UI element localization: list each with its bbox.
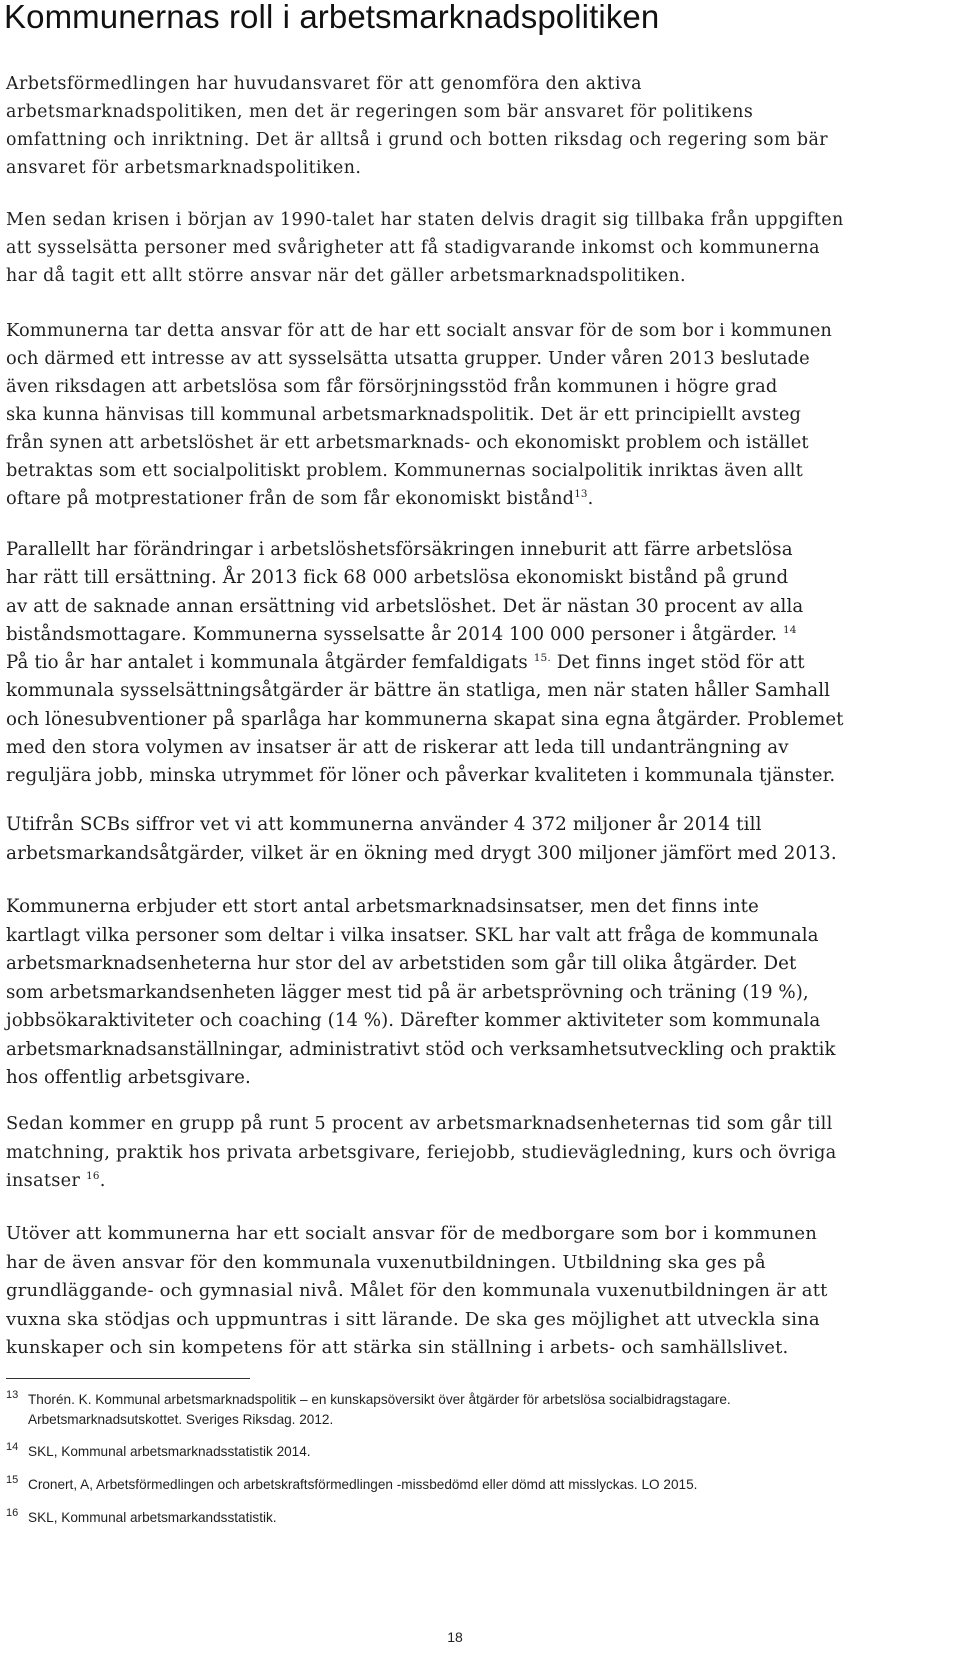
text-line: med den stora volymen av insatser är att de riskerar att leda till undanträngning av: [6, 737, 789, 759]
text-line: arbetsmarknadspolitiken, men det är regeringen som bär ansvaret för politikens: [6, 102, 754, 122]
paragraph-4: [6, 536, 958, 791]
text-line: av att de saknade annan ersättning vid arbetslöshet. Det är nästan 30 procent av alla: [6, 595, 804, 617]
text-line: [6, 1167, 958, 1196]
footnote-ref-15: 15.: [533, 652, 551, 665]
footnote-ref-13: 13: [574, 488, 588, 501]
footnote-14: [6, 1442, 956, 1462]
text-line: kommunala sysselsättningsåtgärder är bättre än statliga, men när staten håller Samhall: [6, 680, 831, 702]
text-line: och därmed ett intresse av att sysselsätta utsatta grupper. Under våren 2013 beslutade: [6, 348, 810, 369]
text-line: Utöver att kommunerna har ett socialt ansvar för de medborgare som bor i kommunen: [6, 1223, 818, 1244]
text-line: jobbsökaraktiviteter och coaching (14 %). Därefter kommer aktiviteter som kommunala: [6, 1010, 821, 1031]
text-line: vuxna ska stödjas och uppmuntras i sitt lärande. De ska ges möjlighet att utveckla sina: [6, 1308, 820, 1330]
text-line: [6, 621, 958, 649]
text-line: har rätt till ersättning. År 2013 fick 68 000 arbetslösa ekonomiskt bistånd på grund: [6, 567, 789, 589]
footnote-ref-16: 16: [86, 1170, 100, 1183]
text-line: Arbetsförmedlingen har huvudansvaret för att genomföra den aktiva: [6, 74, 642, 94]
text-line: har då tagit ett allt större ansvar när det gäller arbetsmarknadspolitiken.: [6, 266, 686, 286]
footnote-number: 16: [6, 1507, 19, 1519]
text-line: även riksdagen att arbetslösa som får försörjningsstöd från kommunen i högre grad: [6, 376, 778, 397]
sentence-end: .: [587, 488, 594, 509]
text-line-content: På tio år har antalet i kommunala åtgärder femfaldigats: [6, 652, 528, 674]
paragraph-8: [6, 1220, 958, 1363]
footnote-ref-14: 14: [782, 623, 797, 636]
text-line: reguljära jobb, minska utrymmet för löner och påverkar kvaliteten i kommunala tjänster.: [6, 765, 836, 787]
text-line-content: oftare på motprestationer från de som får ekonomiskt bistånd: [6, 488, 575, 509]
page-number: 18: [447, 1629, 463, 1645]
footnote-16: [6, 1508, 956, 1528]
paragraph-7: [6, 1110, 958, 1196]
paragraph-6: [6, 893, 958, 1093]
text-line: Sedan kommer en grupp på runt 5 procent av arbetsmarknadsenheternas tid som går till: [6, 1113, 833, 1134]
text-line: att sysselsätta personer med svårigheter att få stadigvarande inkomst och kommunerna: [6, 238, 820, 258]
text-line: Men sedan krisen i början av 1990-talet har staten delvis dragit sig tillbaka från uppgiften: [6, 210, 844, 230]
text-line-tail: Det finns inget stöd för att: [556, 652, 805, 674]
text-line: ansvaret för arbetsmarknadspolitiken.: [6, 158, 362, 178]
text-line-content: insatser: [6, 1170, 81, 1191]
footnote-divider: [6, 1378, 250, 1379]
paragraph-2: [6, 206, 958, 290]
footnote-line: SKL, Kommunal arbetsmarknadsstatistik 2014.: [28, 1444, 311, 1459]
text-line: har de även ansvar för den kommunala vuxenutbildningen. Utbildning ska ges på: [6, 1251, 766, 1273]
text-line: [6, 485, 958, 513]
text-line: Kommunerna erbjuder ett stort antal arbetsmarknadsinsatser, men det finns inte: [6, 896, 759, 917]
text-line: Utifrån SCBs siffror vet vi att kommunerna använder 4 372 miljoner år 2014 till: [6, 814, 762, 835]
text-line: kunskaper och sin kompetens för att stärka sin ställning i arbets- och samhällslivet.: [6, 1337, 789, 1358]
text-line: [6, 649, 958, 677]
text-line: hos offentlig arbetsgivare.: [6, 1067, 251, 1088]
footnote-15: [6, 1475, 956, 1495]
text-line: arbetsmarkandsåtgärder, vilket är en ökning med drygt 300 miljoner jämfört med 2013.: [6, 843, 837, 864]
text-line: matchning, praktik hos privata arbetsgivare, feriejobb, studievägledning, kurs och övriga: [6, 1141, 837, 1163]
footnote-number: 13: [6, 1389, 19, 1401]
text-line: omfattning och inriktning. Det är alltså i grund och botten riksdag och regering som bär: [6, 130, 829, 150]
text-line: Kommunerna tar detta ansvar för att de har ett socialt ansvar för de som bor i kommunen: [6, 320, 832, 341]
footnote-number: 14: [6, 1441, 19, 1453]
footnote-line: SKL, Kommunal arbetsmarkandsstatistik.: [28, 1510, 277, 1525]
page-title: Kommunernas roll i arbetsmarknadspolitiken: [4, 0, 660, 35]
footnotes: [6, 1390, 956, 1528]
text-line: arbetsmarknadsenheterna hur stor del av arbetstiden som går till olika åtgärder. Det: [6, 953, 797, 974]
text-line: kartlagt vilka personer som deltar i vilka insatser. SKL har valt att fråga de kommunala: [6, 924, 819, 946]
text-line: grundläggande- och gymnasial nivå. Målet för den kommunala vuxenutbildningen är att: [6, 1280, 828, 1301]
sentence-end: .: [99, 1170, 106, 1191]
footnote-13: [6, 1390, 956, 1430]
paragraph-3: [6, 317, 958, 513]
paragraph-1: [6, 70, 958, 182]
footnote-line: Thorén. K. Kommunal arbetsmarknadspolitik – en kunskapsöversikt över åtgärder för arbetslösa socialbidragstagare.: [28, 1392, 731, 1407]
text-line: som arbetsmarkandsenheten lägger mest tid på är arbetsprövning och träning (19 %),: [6, 981, 809, 1003]
footnote-line: Arbetsmarknadsutskottet. Sveriges Riksdag. 2012.: [28, 1412, 334, 1427]
text-line: och lönesubventioner på sparlåga har kommunerna skapat sina egna åtgärder. Problemet: [6, 708, 844, 730]
text-line: Parallellt har förändringar i arbetslöshetsförsäkringen inneburit att färre arbetslösa: [6, 539, 793, 560]
text-line-content: biståndsmottagare. Kommunerna sysselsatte år 2014 100 000 personer i åtgärder.: [6, 623, 778, 645]
text-line: ska kunna hänvisas till kommunal arbetsmarknadspolitik. Det är ett principiellt avsteg: [6, 404, 802, 425]
text-line: från synen att arbetslöshet är ett arbetsmarknads- och ekonomiskt problem och istället: [6, 432, 809, 453]
footnote-line: Cronert, A, Arbetsförmedlingen och arbetskraftsförmedlingen -missbedömd eller dömd att misslyckas. LO 2015.: [28, 1477, 698, 1492]
text-line: betraktas som ett socialpolitiskt problem. Kommunernas socialpolitik inriktas även allt: [6, 460, 803, 481]
paragraph-5: [6, 810, 958, 868]
footnote-number: 15: [6, 1474, 19, 1486]
text-line: arbetsmarknadsanställningar, administrativt stöd och verksamhetsutveckling och praktik: [6, 1038, 836, 1060]
